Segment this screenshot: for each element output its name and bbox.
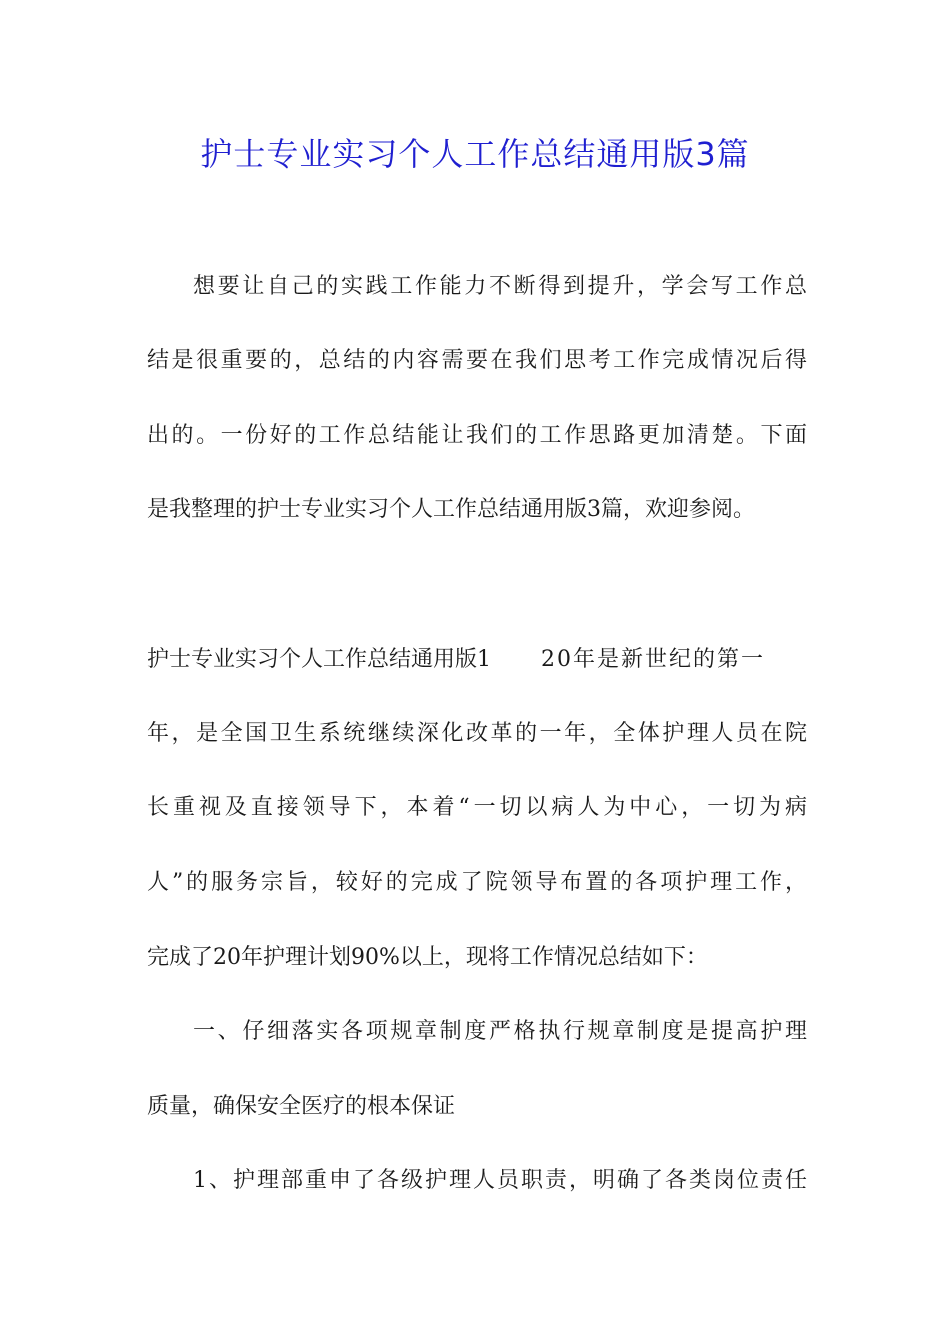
section-1-line-3: 长重视及直接领导下，本着“一切以病人为中心，一切为病: [147, 795, 807, 820]
intro-line-2: 结是很重要的，总结的内容需要在我们思考工作完成情况后得: [147, 348, 807, 373]
section-1-first-line: [147, 643, 807, 677]
intro-line-4: 是我整理的护士专业实习个人工作总结通用版3篇，欢迎参阅。: [147, 497, 755, 522]
section-1-line-5: 完成了20年护理计划90%以上，现将工作情况总结如下：: [147, 945, 708, 970]
point-1-line-2: 质量，确保安全医疗的根本保证: [147, 1094, 456, 1119]
intro-line-1: 想要让自己的实践工作能力不断得到提升，学会写工作总: [193, 274, 807, 299]
section-1-first-line-text: 20年是新世纪的第一: [541, 647, 765, 672]
item-1-line-1: 1、护理部重申了各级护理人员职责，明确了各类岗位责任: [193, 1168, 807, 1193]
section-1-heading: 护士专业实习个人工作总结通用版1: [147, 647, 491, 672]
section-1-line-4: 人”的服务宗旨，较好的完成了院领导布置的各项护理工作，: [147, 870, 807, 895]
section-1-line-2: 年，是全国卫生系统继续深化改革的一年，全体护理人员在院: [147, 721, 807, 746]
intro-line-3: 出的。一份好的工作总结能让我们的工作思路更加清楚。下面: [147, 423, 807, 448]
point-1-line-1: 一、仔细落实各项规章制度严格执行规章制度是提高护理: [193, 1019, 807, 1044]
document-title: 护士专业实习个人工作总结通用版3篇: [200, 135, 750, 173]
